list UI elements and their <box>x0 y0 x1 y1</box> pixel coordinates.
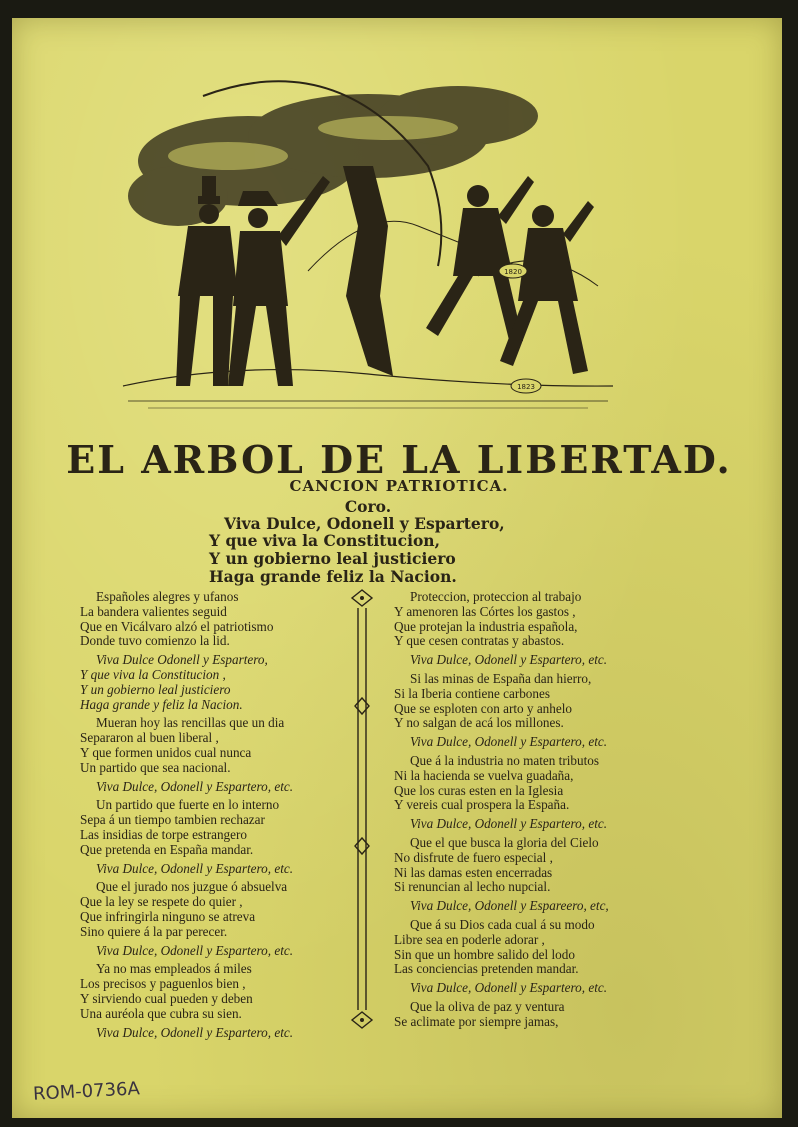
illustration-label-1820: 1820 <box>504 268 522 276</box>
verse-line: Proteccion, proteccion al trabajo <box>410 589 582 604</box>
tree-of-liberty-woodcut-illustration <box>118 56 618 428</box>
verse-line: Separaron al buen liberal , <box>80 730 219 746</box>
verse-line: Sino quiere á la par perecer. <box>80 923 228 939</box>
chorus-line: Viva Dulce, Odonell y Espartero, etc. <box>96 860 294 876</box>
verse-line: Ni la hacienda se vuelva guadaña, <box>394 767 574 783</box>
verse-line: Españoles alegres y ufanos <box>96 589 239 604</box>
shelfmark-handwritten: ROM-0736A <box>32 1078 141 1105</box>
verse-line: Libre sea en poderle adorar , <box>394 931 545 947</box>
verse-line: Las conciencias pretenden mandar. <box>394 961 579 977</box>
verse-line: Que protejan la industria española, <box>394 618 578 634</box>
coro-line: Y que viva la Constitucion, <box>209 531 440 550</box>
verse-line: Que el que busca la gloria del Cielo <box>410 834 599 850</box>
verse-line: Un partido que sea nacional. <box>80 759 231 775</box>
ornamental-column-divider <box>347 588 377 1030</box>
illustration-label-1823: 1823 <box>517 383 535 391</box>
chorus-line: Y que viva la Constitucion , <box>80 666 226 682</box>
verse-line: Que los curas esten en la Iglesia <box>394 782 564 798</box>
chorus-line: Viva Dulce, Odonell y Espartero, etc. <box>96 942 294 958</box>
verse-line: Sepa á un tiempo tambien rechazar <box>80 812 265 828</box>
page-title: EL ARBOL DE LA LIBERTAD. <box>66 437 732 482</box>
chorus-line: Y un gobierno leal justiciero <box>80 681 231 697</box>
verse-line: Ya no mas empleados á miles <box>96 961 252 977</box>
verse-line: Y no salgan de acá los millones. <box>394 715 564 731</box>
chorus-line: Viva Dulce, Odonell y Espartero, etc. <box>410 734 608 750</box>
chorus-line: Viva Dulce, Odonell y Espartero, etc. <box>410 652 608 668</box>
coro-line: Viva Dulce, Odonell y Espartero, <box>224 514 505 533</box>
verse-line: Y que cesen contratas y abastos. <box>394 633 565 649</box>
page-subtitle: CANCION PATRIOTICA. <box>289 477 509 495</box>
coro-line: Haga grande feliz la Nacion. <box>209 567 457 586</box>
verse-line: Y que formen unidos cual nunca <box>80 744 252 760</box>
verse-line: Mueran hoy las rencillas que un dia <box>96 715 285 731</box>
verse-line: Que la oliva de paz y ventura <box>410 998 565 1014</box>
chorus-line: Viva Dulce, Odonell y Espartero, etc. <box>96 1024 294 1040</box>
coro-label: Coro. <box>344 497 392 516</box>
verse-line: Y amenoren las Córtes los gastos , <box>394 603 576 619</box>
coro-line: Y un gobierno leal justiciero <box>209 549 456 568</box>
chorus-line: Viva Dulce, Odonell y Espartero, etc. <box>410 816 608 832</box>
verse-line: No disfrute de fuero especial , <box>394 849 553 865</box>
verse-line: Si renuncian al lecho nupcial. <box>394 879 551 895</box>
verse-line: Si la Iberia contiene carbones <box>394 685 550 701</box>
verse-line: Que á su Dios cada cual á su modo <box>410 916 595 932</box>
chorus-line: Viva Dulce Odonell y Espartero, <box>96 652 268 668</box>
chorus-line: Haga grande y feliz la Nacion. <box>80 696 243 712</box>
verse-line: Ni las damas esten encerradas <box>394 864 553 880</box>
verse-line: Un partido que fuerte en lo interno <box>96 797 280 813</box>
verse-line: Donde tuvo comienzo la lid. <box>80 633 230 649</box>
verse-line: Que se esploten con arto y anhelo <box>394 700 572 716</box>
verse-line: Se aclimate por siempre jamas, <box>394 1013 559 1029</box>
chorus-line: Viva Dulce, Odonell y Espareero, etc, <box>410 898 609 914</box>
left-verse-column <box>80 590 293 1040</box>
verse-line: Que el jurado nos juzgue ó absuelva <box>96 879 288 895</box>
chorus-line: Viva Dulce, Odonell y Espartero, etc. <box>96 778 294 794</box>
verse-line: La bandera valientes seguid <box>80 603 227 619</box>
verse-line: Que la ley se respete do quier , <box>80 894 243 910</box>
verse-line: Si las minas de España dan hierro, <box>410 670 592 686</box>
verse-line: Que á la industria no maten tributos <box>410 752 599 768</box>
verse-line: Y vereis cual prospera la España. <box>394 797 570 813</box>
verse-line: Los precisos y paguenlos bien , <box>80 976 246 992</box>
right-verse-column <box>394 590 609 1030</box>
verse-line: Que en Vicálvaro alzó el patriotismo <box>80 618 274 634</box>
verse-line: Que infringirla ninguno se atreva <box>80 908 256 924</box>
verse-line: Una auréola que cubra su sien. <box>80 1005 242 1021</box>
verse-line: Que pretenda en España mandar. <box>80 841 254 857</box>
chorus-line: Viva Dulce, Odonell y Espartero, etc. <box>410 980 608 996</box>
verse-line: Las insidias de torpe estrangero <box>80 826 247 842</box>
verse-line: Sin que un hombre salido del lodo <box>394 946 575 962</box>
verse-line: Y sirviendo cual pueden y deben <box>80 990 253 1006</box>
